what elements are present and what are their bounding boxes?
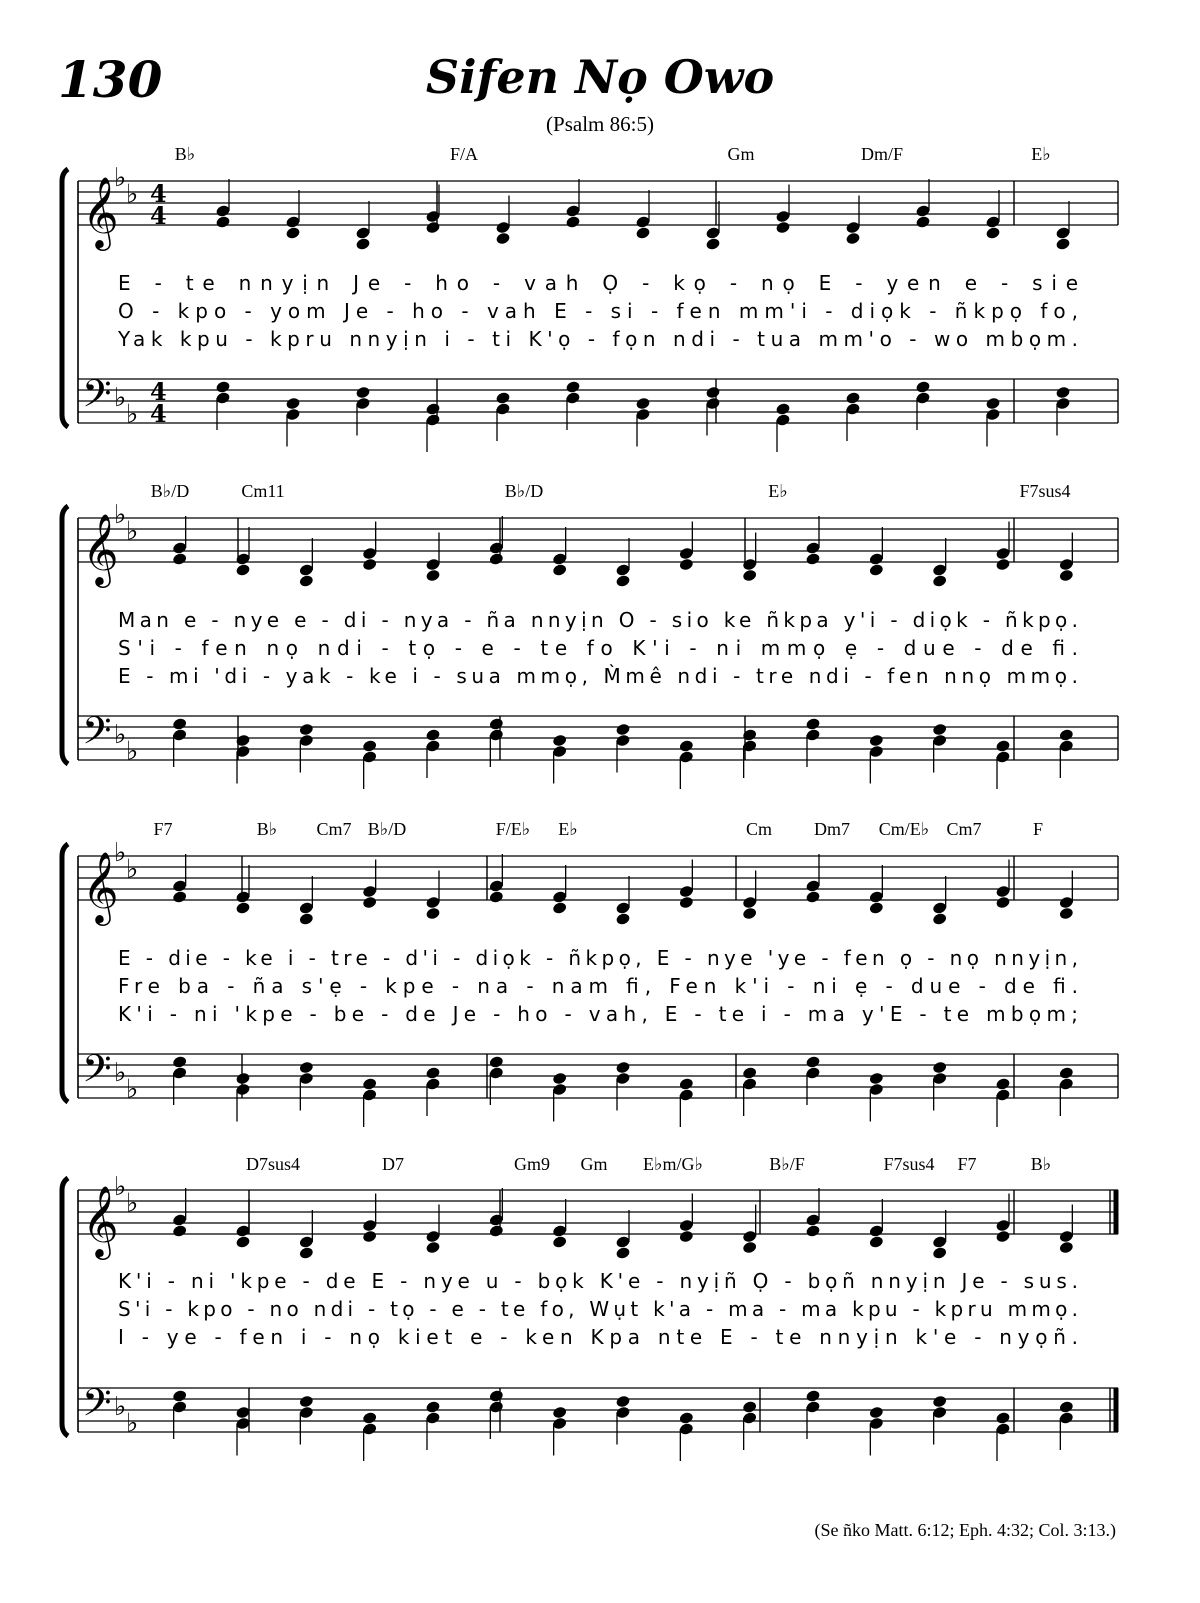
chord-symbol: E♭m/G♭ — [643, 1154, 703, 1174]
flat-sign: ♭ — [126, 179, 139, 210]
chord-symbol: D7 — [382, 1154, 404, 1174]
flat-sign: ♭ — [114, 1172, 127, 1202]
lyric-line: S'i - fen nọ ndi - tọ - e - te fo K'i - ni mmọ ẹ - due - de fi. — [117, 636, 1079, 660]
notehead — [932, 1395, 948, 1409]
chord-symbol: B♭ — [174, 144, 196, 164]
chord-symbol: B♭/D — [150, 481, 190, 501]
lyric-line: Yak kpu - kpru nnyịn i - ti K'ọ - fọn ndi - tua mm'o - wo mbọm. — [118, 327, 1078, 351]
notehead — [615, 1246, 631, 1260]
chord-symbol: Gm9 — [514, 1154, 550, 1174]
bass-clef: 𝄢 — [82, 1380, 112, 1434]
flat-sign: ♭ — [126, 1074, 139, 1105]
notehead — [869, 1406, 885, 1420]
notehead — [805, 1224, 821, 1238]
chord-symbol: Gm — [727, 144, 755, 164]
chord-symbol: Cm7 — [946, 819, 982, 839]
time-signature-bottom: 4 — [150, 399, 167, 428]
notehead — [995, 1230, 1011, 1244]
lyric-line: K'i - ni 'kpe - be - de Je - ho - vah, E - te i - ma y'E - te mbọm; — [118, 1002, 1078, 1026]
chord-symbol: Dm7 — [814, 819, 850, 839]
chord-symbol: F7 — [153, 819, 173, 839]
time-signature-top: 4 — [150, 377, 167, 406]
chord-symbol: Cm7 — [316, 819, 352, 839]
system-bracket — [62, 1178, 68, 1436]
notehead — [552, 1235, 568, 1249]
notehead — [995, 1411, 1011, 1425]
lyric-line: E - die - ke i - tre - d'i - diọk - ñkpọ, E - nye 'ye - fen ọ - nọ nnyịn, — [118, 946, 1078, 970]
treble-clef: 𝄞 — [82, 512, 119, 585]
notehead — [299, 1395, 315, 1409]
chord-symbol: B♭/F — [769, 1154, 805, 1174]
chord-symbol: B♭ — [1030, 1154, 1052, 1174]
flat-sign: ♭ — [126, 854, 139, 885]
chord-symbol: F7sus4 — [883, 1154, 935, 1174]
chord-symbol: F7sus4 — [1019, 481, 1071, 501]
notehead — [742, 1400, 758, 1414]
treble-clef: 𝄞 — [82, 175, 119, 248]
chord-symbol: Cm11 — [241, 481, 285, 501]
lyric-line: K'i - ni 'kpe - de E - nye u - bọk K'e - nyịñ Ọ - bọñ nnyịn Je - sus. — [118, 1269, 1079, 1293]
chord-symbol: B♭/D — [367, 819, 407, 839]
notehead — [742, 1241, 758, 1255]
bass-clef: 𝄢 — [82, 708, 112, 762]
flat-sign: ♭ — [126, 1188, 139, 1219]
bass-clef: 𝄢 — [82, 371, 112, 425]
flat-sign: ♭ — [114, 720, 127, 750]
chord-symbol: D7sus4 — [245, 1154, 301, 1174]
notehead — [1059, 1241, 1075, 1255]
chord-symbol: F/E♭ — [495, 819, 531, 839]
notehead — [679, 1411, 695, 1425]
time-signature-top: 4 — [150, 179, 167, 208]
flat-sign: ♭ — [126, 399, 139, 430]
notehead — [489, 1224, 505, 1238]
chord-symbol: Cm — [745, 819, 773, 839]
notehead — [425, 1241, 441, 1255]
hymn-subtitle: (Psalm 86:5) — [546, 112, 654, 136]
notehead — [235, 1235, 251, 1249]
notehead — [679, 1230, 695, 1244]
chord-symbol: Gm — [580, 1154, 608, 1174]
flat-sign: ♭ — [114, 1058, 127, 1088]
treble-clef: 𝄞 — [82, 850, 119, 923]
flat-sign: ♭ — [126, 516, 139, 547]
notehead — [172, 1389, 188, 1403]
notehead — [425, 1400, 441, 1414]
chord-symbol: Dm/F — [860, 144, 904, 164]
notehead — [172, 1224, 188, 1238]
chord-symbol: B♭ — [256, 819, 278, 839]
lyric-line: O - kpo - yom Je - ho - vah E - si - fen mm'i - diọk - ñkpọ fo, — [118, 299, 1078, 323]
flat-sign: ♭ — [114, 163, 127, 193]
flat-sign: ♭ — [114, 383, 127, 413]
notehead — [932, 1246, 948, 1260]
lyric-line: E - mi 'di - yak - ke i - sua mmọ, M̀mê ndi - tre ndi - fen nnọ mmọ. — [118, 664, 1078, 688]
hymn-title: Sifen Nọ Owo — [425, 50, 775, 104]
bass-clef: 𝄢 — [82, 1046, 112, 1100]
chord-symbol: F/A — [449, 144, 479, 164]
lyric-line: Man e - nye e - di - nya - ña nnyịn O - sio ke ñkpa y'i - diọk - ñkpọ. — [118, 608, 1078, 632]
chord-symbol: F7 — [957, 1154, 977, 1174]
chord-symbol: B♭/D — [504, 481, 544, 501]
chord-symbol: E♭ — [768, 481, 788, 501]
notehead — [362, 1411, 378, 1425]
flat-sign: ♭ — [126, 1408, 139, 1439]
notehead — [869, 1235, 885, 1249]
lyric-line: Fre ba - ña s'ẹ - kpe - na - nam fi, Fen k'i - ni ẹ - due - de fi. — [118, 974, 1079, 998]
notehead — [299, 1246, 315, 1260]
chord-symbol: Cm/E♭ — [878, 819, 930, 839]
notehead — [1059, 1400, 1075, 1414]
treble-clef: 𝄞 — [82, 1184, 119, 1257]
chord-symbol: E♭ — [558, 819, 578, 839]
chord-symbol: F — [1032, 819, 1044, 839]
lyric-line: I - ye - fen i - nọ kiet e - ken Kpa nte E - te nnyịn k'e - nyọñ. — [118, 1325, 1078, 1349]
flat-sign: ♭ — [114, 500, 127, 530]
notehead — [552, 1406, 568, 1420]
lyric-line: E - te nnyịn Je - ho - vah Ọ - kọ - nọ E - yen e - sie — [117, 271, 1079, 295]
notehead — [615, 1395, 631, 1409]
flat-sign: ♭ — [114, 838, 127, 868]
notehead — [805, 1389, 821, 1403]
footer-reference: (Se ñko Matt. 6:12; Eph. 4:32; Col. 3:13.) — [814, 1520, 1116, 1540]
notehead — [362, 1230, 378, 1244]
notehead — [489, 1389, 505, 1403]
flat-sign: ♭ — [114, 1392, 127, 1422]
lyric-line: S'i - kpo - no ndi - tọ - e - te fo, Wụt k'a - ma - ma kpu - kpru mmọ. — [118, 1297, 1078, 1321]
flat-sign: ♭ — [126, 736, 139, 767]
hymn-number: 130 — [58, 50, 163, 109]
chord-symbol: E♭ — [1031, 144, 1051, 164]
time-signature-bottom: 4 — [150, 201, 167, 230]
